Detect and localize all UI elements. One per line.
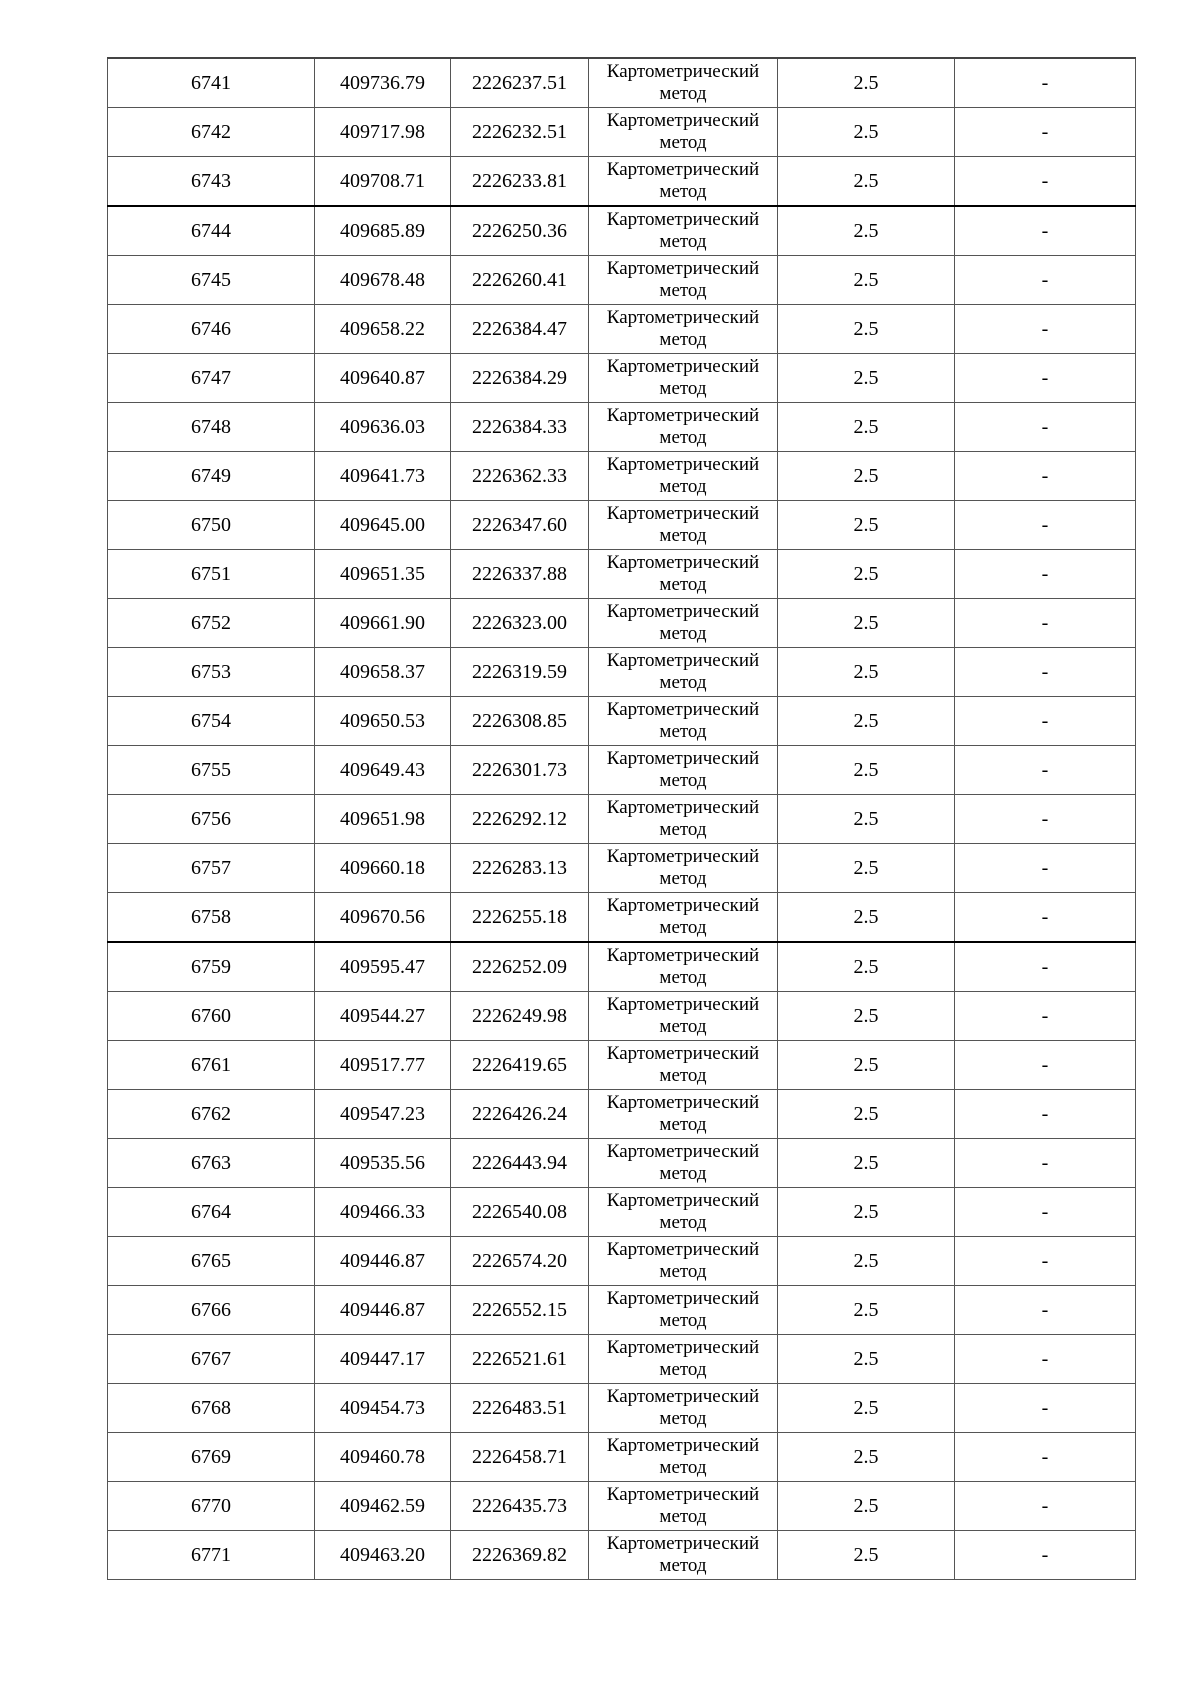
point-number-cell: 6770	[108, 1482, 315, 1531]
note-cell: -	[955, 1482, 1136, 1531]
note-cell: -	[955, 550, 1136, 599]
table-row	[108, 795, 1136, 844]
note-cell: -	[955, 58, 1136, 108]
x-coordinate-cell: 409517.77	[315, 1041, 451, 1090]
accuracy-cell: 2.5	[778, 992, 955, 1041]
point-number-cell: 6754	[108, 697, 315, 746]
x-coordinate-cell: 409463.20	[315, 1531, 451, 1580]
method-cell: Картометрический метод	[589, 1139, 778, 1188]
point-number-cell: 6742	[108, 108, 315, 157]
y-coordinate-cell: 2226323.00	[451, 599, 589, 648]
point-number-cell: 6741	[108, 58, 315, 108]
y-coordinate-cell: 2226362.33	[451, 452, 589, 501]
y-coordinate-cell: 2226347.60	[451, 501, 589, 550]
table-row	[108, 452, 1136, 501]
table-row	[108, 1090, 1136, 1139]
note-cell: -	[955, 403, 1136, 452]
table-row	[108, 1531, 1136, 1580]
accuracy-cell: 2.5	[778, 1433, 955, 1482]
point-number-cell: 6763	[108, 1139, 315, 1188]
x-coordinate-cell: 409547.23	[315, 1090, 451, 1139]
method-cell: Картометрический метод	[589, 1188, 778, 1237]
table-row	[108, 305, 1136, 354]
note-cell: -	[955, 1139, 1136, 1188]
x-coordinate-cell: 409661.90	[315, 599, 451, 648]
table-row	[108, 1188, 1136, 1237]
method-cell: Картометрический метод	[589, 893, 778, 943]
x-coordinate-cell: 409446.87	[315, 1286, 451, 1335]
method-cell: Картометрический метод	[589, 1531, 778, 1580]
x-coordinate-cell: 409660.18	[315, 844, 451, 893]
x-coordinate-cell: 409708.71	[315, 157, 451, 207]
y-coordinate-cell: 2226458.71	[451, 1433, 589, 1482]
point-number-cell: 6765	[108, 1237, 315, 1286]
accuracy-cell: 2.5	[778, 942, 955, 992]
table-row	[108, 501, 1136, 550]
table-row	[108, 1041, 1136, 1090]
x-coordinate-cell: 409736.79	[315, 58, 451, 108]
accuracy-cell: 2.5	[778, 893, 955, 943]
x-coordinate-cell: 409670.56	[315, 893, 451, 943]
accuracy-cell: 2.5	[778, 206, 955, 256]
method-cell: Картометрический метод	[589, 354, 778, 403]
accuracy-cell: 2.5	[778, 1041, 955, 1090]
point-number-cell: 6746	[108, 305, 315, 354]
x-coordinate-cell: 409717.98	[315, 108, 451, 157]
y-coordinate-cell: 2226237.51	[451, 58, 589, 108]
note-cell: -	[955, 452, 1136, 501]
y-coordinate-cell: 2226319.59	[451, 648, 589, 697]
accuracy-cell: 2.5	[778, 403, 955, 452]
point-number-cell: 6767	[108, 1335, 315, 1384]
x-coordinate-cell: 409658.37	[315, 648, 451, 697]
y-coordinate-cell: 2226574.20	[451, 1237, 589, 1286]
note-cell: -	[955, 1188, 1136, 1237]
x-coordinate-cell: 409535.56	[315, 1139, 451, 1188]
y-coordinate-cell: 2226252.09	[451, 942, 589, 992]
method-cell: Картометрический метод	[589, 1433, 778, 1482]
table-row	[108, 697, 1136, 746]
accuracy-cell: 2.5	[778, 1384, 955, 1433]
x-coordinate-cell: 409466.33	[315, 1188, 451, 1237]
method-cell: Картометрический метод	[589, 1335, 778, 1384]
note-cell: -	[955, 746, 1136, 795]
point-number-cell: 6760	[108, 992, 315, 1041]
accuracy-cell: 2.5	[778, 157, 955, 207]
table-row	[108, 58, 1136, 108]
point-number-cell: 6761	[108, 1041, 315, 1090]
y-coordinate-cell: 2226384.29	[451, 354, 589, 403]
y-coordinate-cell: 2226250.36	[451, 206, 589, 256]
note-cell: -	[955, 648, 1136, 697]
table-row	[108, 648, 1136, 697]
y-coordinate-cell: 2226369.82	[451, 1531, 589, 1580]
accuracy-cell: 2.5	[778, 452, 955, 501]
note-cell: -	[955, 1041, 1136, 1090]
y-coordinate-cell: 2226483.51	[451, 1384, 589, 1433]
note-cell: -	[955, 1531, 1136, 1580]
x-coordinate-cell: 409446.87	[315, 1237, 451, 1286]
y-coordinate-cell: 2226301.73	[451, 746, 589, 795]
point-number-cell: 6768	[108, 1384, 315, 1433]
method-cell: Картометрический метод	[589, 1041, 778, 1090]
y-coordinate-cell: 2226232.51	[451, 108, 589, 157]
table-row	[108, 108, 1136, 157]
x-coordinate-cell: 409640.87	[315, 354, 451, 403]
y-coordinate-cell: 2226435.73	[451, 1482, 589, 1531]
table-row	[108, 942, 1136, 992]
method-cell: Картометрический метод	[589, 206, 778, 256]
x-coordinate-cell: 409658.22	[315, 305, 451, 354]
x-coordinate-cell: 409651.35	[315, 550, 451, 599]
x-coordinate-cell: 409645.00	[315, 501, 451, 550]
method-cell: Картометрический метод	[589, 746, 778, 795]
method-cell: Картометрический метод	[589, 452, 778, 501]
accuracy-cell: 2.5	[778, 1335, 955, 1384]
point-number-cell: 6755	[108, 746, 315, 795]
accuracy-cell: 2.5	[778, 746, 955, 795]
y-coordinate-cell: 2226283.13	[451, 844, 589, 893]
accuracy-cell: 2.5	[778, 1482, 955, 1531]
accuracy-cell: 2.5	[778, 697, 955, 746]
table-row	[108, 1482, 1136, 1531]
y-coordinate-cell: 2226426.24	[451, 1090, 589, 1139]
table-row	[108, 354, 1136, 403]
method-cell: Картометрический метод	[589, 992, 778, 1041]
method-cell: Картометрический метод	[589, 157, 778, 207]
accuracy-cell: 2.5	[778, 354, 955, 403]
point-number-cell: 6752	[108, 599, 315, 648]
x-coordinate-cell: 409636.03	[315, 403, 451, 452]
method-cell: Картометрический метод	[589, 256, 778, 305]
table-row	[108, 1384, 1136, 1433]
y-coordinate-cell: 2226384.33	[451, 403, 589, 452]
note-cell: -	[955, 1090, 1136, 1139]
y-coordinate-cell: 2226292.12	[451, 795, 589, 844]
x-coordinate-cell: 409678.48	[315, 256, 451, 305]
table-row	[108, 1286, 1136, 1335]
accuracy-cell: 2.5	[778, 1090, 955, 1139]
x-coordinate-cell: 409544.27	[315, 992, 451, 1041]
x-coordinate-cell: 409447.17	[315, 1335, 451, 1384]
method-cell: Картометрический метод	[589, 550, 778, 599]
table-row	[108, 206, 1136, 256]
coordinates-table-body	[108, 58, 1136, 1580]
x-coordinate-cell: 409454.73	[315, 1384, 451, 1433]
point-number-cell: 6762	[108, 1090, 315, 1139]
method-cell: Картометрический метод	[589, 599, 778, 648]
point-number-cell: 6749	[108, 452, 315, 501]
method-cell: Картометрический метод	[589, 305, 778, 354]
table-row	[108, 893, 1136, 943]
note-cell: -	[955, 206, 1136, 256]
note-cell: -	[955, 1237, 1136, 1286]
table-row	[108, 403, 1136, 452]
table-row	[108, 746, 1136, 795]
table-row	[108, 550, 1136, 599]
method-cell: Картометрический метод	[589, 844, 778, 893]
point-number-cell: 6766	[108, 1286, 315, 1335]
accuracy-cell: 2.5	[778, 1188, 955, 1237]
method-cell: Картометрический метод	[589, 1482, 778, 1531]
note-cell: -	[955, 992, 1136, 1041]
accuracy-cell: 2.5	[778, 795, 955, 844]
point-number-cell: 6753	[108, 648, 315, 697]
method-cell: Картометрический метод	[589, 1090, 778, 1139]
point-number-cell: 6759	[108, 942, 315, 992]
y-coordinate-cell: 2226384.47	[451, 305, 589, 354]
note-cell: -	[955, 942, 1136, 992]
y-coordinate-cell: 2226308.85	[451, 697, 589, 746]
accuracy-cell: 2.5	[778, 648, 955, 697]
accuracy-cell: 2.5	[778, 1531, 955, 1580]
point-number-cell: 6747	[108, 354, 315, 403]
x-coordinate-cell: 409595.47	[315, 942, 451, 992]
note-cell: -	[955, 599, 1136, 648]
note-cell: -	[955, 157, 1136, 207]
note-cell: -	[955, 305, 1136, 354]
y-coordinate-cell: 2226260.41	[451, 256, 589, 305]
x-coordinate-cell: 409460.78	[315, 1433, 451, 1482]
y-coordinate-cell: 2226521.61	[451, 1335, 589, 1384]
point-number-cell: 6745	[108, 256, 315, 305]
method-cell: Картометрический метод	[589, 648, 778, 697]
point-number-cell: 6756	[108, 795, 315, 844]
y-coordinate-cell: 2226233.81	[451, 157, 589, 207]
coordinates-table	[107, 57, 1136, 1580]
x-coordinate-cell: 409462.59	[315, 1482, 451, 1531]
note-cell: -	[955, 1384, 1136, 1433]
point-number-cell: 6764	[108, 1188, 315, 1237]
method-cell: Картометрический метод	[589, 1384, 778, 1433]
table-row	[108, 844, 1136, 893]
x-coordinate-cell: 409649.43	[315, 746, 451, 795]
y-coordinate-cell: 2226249.98	[451, 992, 589, 1041]
point-number-cell: 6757	[108, 844, 315, 893]
note-cell: -	[955, 501, 1136, 550]
point-number-cell: 6743	[108, 157, 315, 207]
table-row	[108, 157, 1136, 207]
note-cell: -	[955, 844, 1136, 893]
method-cell: Картометрический метод	[589, 58, 778, 108]
point-number-cell: 6744	[108, 206, 315, 256]
table-row	[108, 1139, 1136, 1188]
point-number-cell: 6771	[108, 1531, 315, 1580]
y-coordinate-cell: 2226255.18	[451, 893, 589, 943]
x-coordinate-cell: 409685.89	[315, 206, 451, 256]
note-cell: -	[955, 697, 1136, 746]
note-cell: -	[955, 354, 1136, 403]
x-coordinate-cell: 409650.53	[315, 697, 451, 746]
y-coordinate-cell: 2226443.94	[451, 1139, 589, 1188]
note-cell: -	[955, 256, 1136, 305]
method-cell: Картометрический метод	[589, 1237, 778, 1286]
point-number-cell: 6751	[108, 550, 315, 599]
method-cell: Картометрический метод	[589, 795, 778, 844]
accuracy-cell: 2.5	[778, 256, 955, 305]
y-coordinate-cell: 2226419.65	[451, 1041, 589, 1090]
point-number-cell: 6748	[108, 403, 315, 452]
accuracy-cell: 2.5	[778, 844, 955, 893]
accuracy-cell: 2.5	[778, 305, 955, 354]
accuracy-cell: 2.5	[778, 501, 955, 550]
y-coordinate-cell: 2226337.88	[451, 550, 589, 599]
note-cell: -	[955, 795, 1136, 844]
method-cell: Картометрический метод	[589, 501, 778, 550]
table-row	[108, 1335, 1136, 1384]
accuracy-cell: 2.5	[778, 58, 955, 108]
note-cell: -	[955, 893, 1136, 943]
accuracy-cell: 2.5	[778, 1237, 955, 1286]
table-row	[108, 1433, 1136, 1482]
accuracy-cell: 2.5	[778, 1139, 955, 1188]
note-cell: -	[955, 1335, 1136, 1384]
table-row	[108, 1237, 1136, 1286]
method-cell: Картометрический метод	[589, 942, 778, 992]
x-coordinate-cell: 409651.98	[315, 795, 451, 844]
x-coordinate-cell: 409641.73	[315, 452, 451, 501]
table-row	[108, 599, 1136, 648]
method-cell: Картометрический метод	[589, 403, 778, 452]
point-number-cell: 6769	[108, 1433, 315, 1482]
y-coordinate-cell: 2226552.15	[451, 1286, 589, 1335]
y-coordinate-cell: 2226540.08	[451, 1188, 589, 1237]
note-cell: -	[955, 1286, 1136, 1335]
point-number-cell: 6758	[108, 893, 315, 943]
accuracy-cell: 2.5	[778, 108, 955, 157]
accuracy-cell: 2.5	[778, 599, 955, 648]
note-cell: -	[955, 1433, 1136, 1482]
table-row	[108, 256, 1136, 305]
note-cell: -	[955, 108, 1136, 157]
accuracy-cell: 2.5	[778, 550, 955, 599]
method-cell: Картометрический метод	[589, 108, 778, 157]
point-number-cell: 6750	[108, 501, 315, 550]
accuracy-cell: 2.5	[778, 1286, 955, 1335]
table-row	[108, 992, 1136, 1041]
method-cell: Картометрический метод	[589, 1286, 778, 1335]
method-cell: Картометрический метод	[589, 697, 778, 746]
